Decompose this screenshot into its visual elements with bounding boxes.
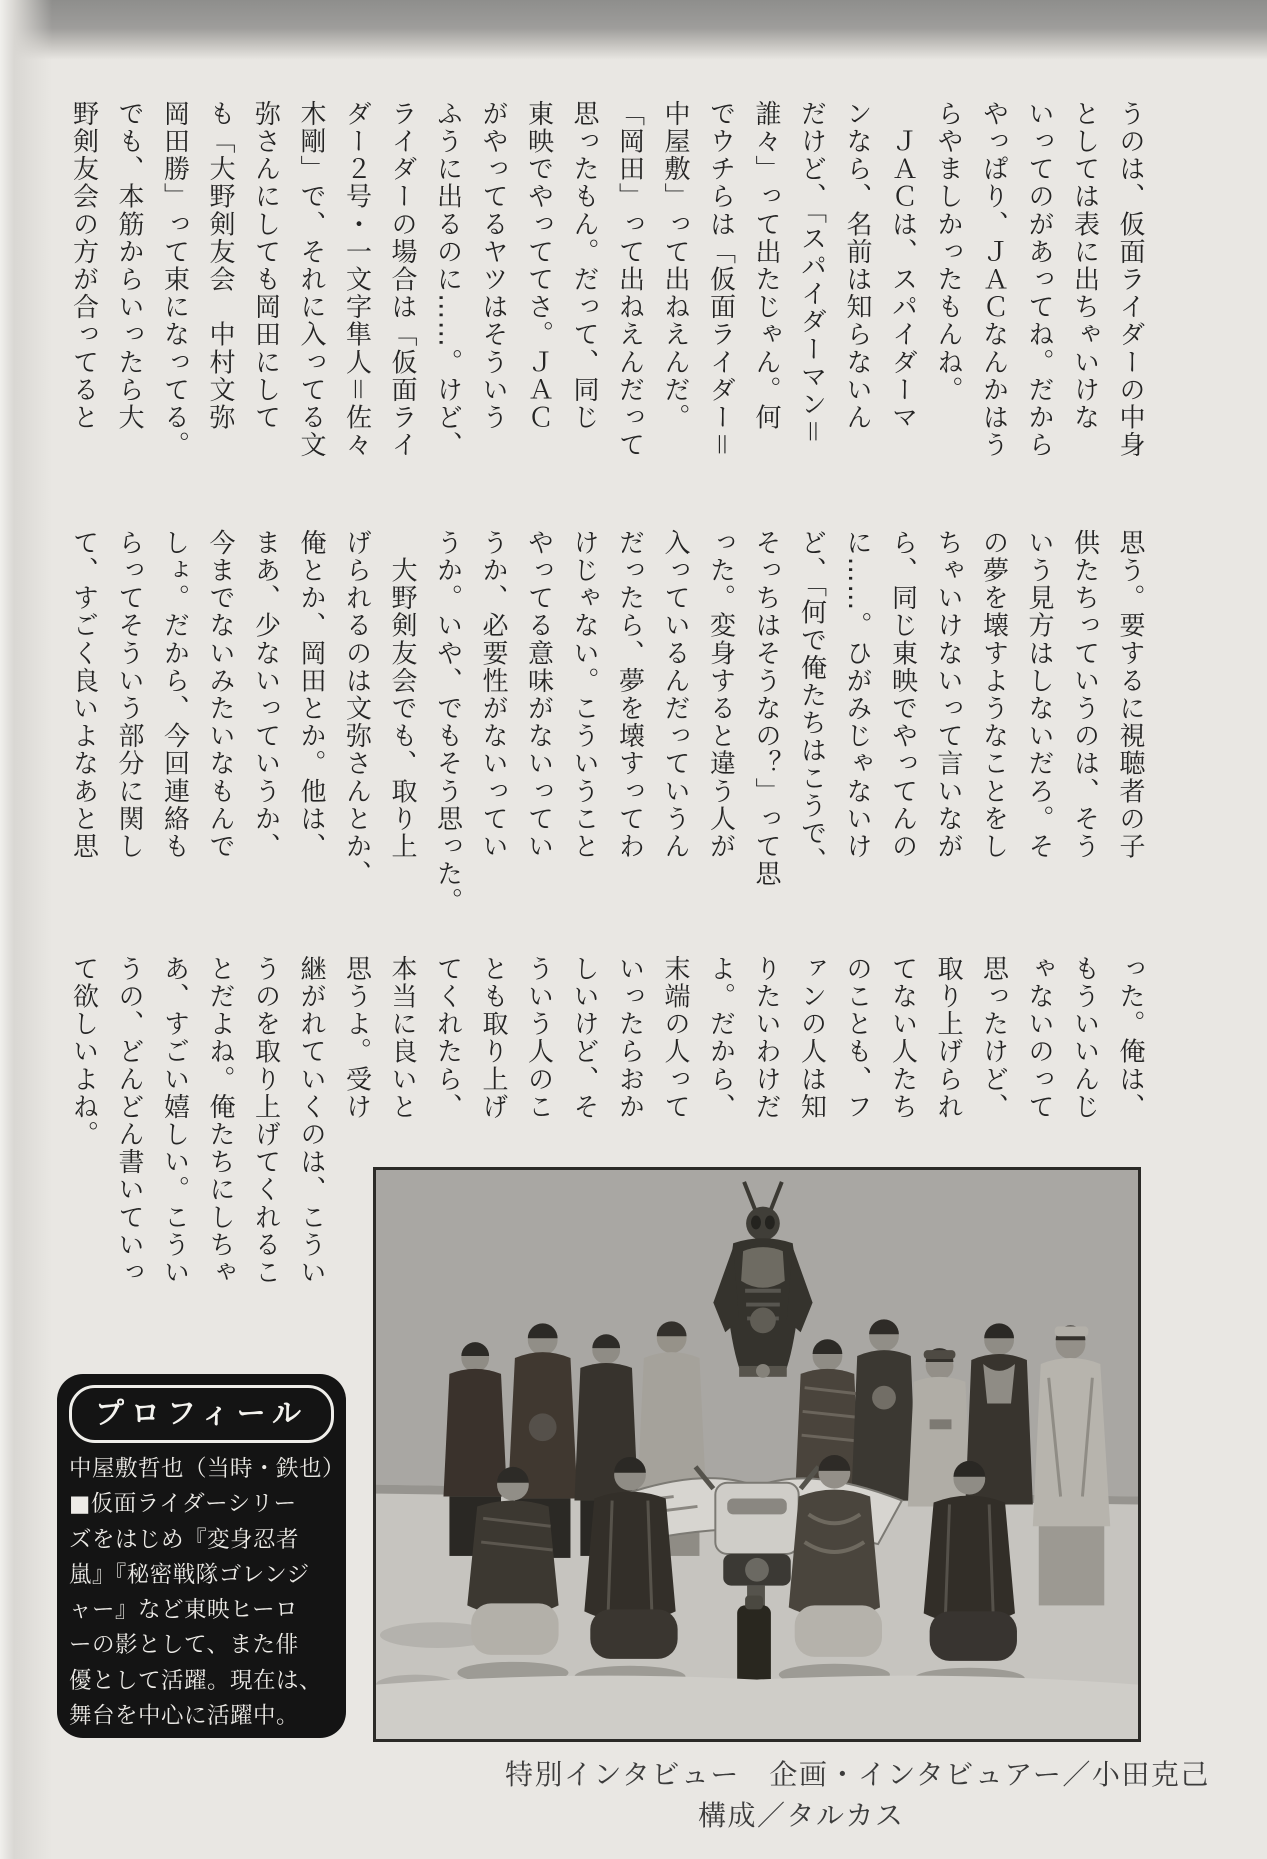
text-column: いってのがあってね。だから: [1024, 100, 1054, 459]
text-column: てない人たち: [887, 955, 918, 1121]
text-column: ＪＡＣは、スパイダーマ: [887, 100, 918, 432]
profile-box: [57, 1374, 346, 1738]
profile-line: 嵐』『秘密戦隊ゴレンジ: [69, 1561, 310, 1588]
text-column: て欲しいよね。: [68, 955, 99, 1149]
text-column: った。変身すると違う人が: [705, 529, 736, 861]
scan-top-edge: [0, 0, 1267, 62]
caption-line-1: 特別インタビュー 企画・インタビュアー／小田克己: [505, 1758, 1210, 1791]
text-column: ライダーの場合は「仮面ライ: [387, 100, 417, 459]
text-column: しいけど、そ: [569, 955, 599, 1121]
text-column: でウチらは「仮面ライダー＝: [705, 100, 736, 459]
profile-line: 舞台を中心に活躍中。: [69, 1703, 300, 1730]
text-column: らやましかったもんね。: [933, 100, 963, 404]
group-photo: [373, 1167, 1141, 1742]
caption-line-2: 構成／タルカス: [698, 1799, 905, 1832]
text-column: もういいんじ: [1069, 955, 1100, 1121]
text-column: 今までないみたいなもんで: [205, 529, 235, 861]
text-column: うか。いや、でもそう思った。: [432, 529, 463, 916]
text-column: うのは、仮面ライダーの中身: [1115, 100, 1145, 459]
text-column: った。俺は、: [1115, 955, 1145, 1121]
text-column: ふうに出るのに……。けど、: [432, 100, 463, 459]
text-column: 末端の人って: [660, 955, 690, 1121]
text-column: でも、本筋からいったら大: [114, 100, 144, 432]
text-column: うのを取り上げてくれるこ: [250, 955, 281, 1287]
text-column: しょ。だから、今回連絡も: [159, 529, 190, 861]
text-column: のことも、フ: [842, 955, 872, 1121]
text-column: ゃないのって: [1024, 955, 1054, 1121]
text-column: いう見方はしないだろ。そ: [1024, 529, 1054, 861]
text-column: ど、「何で俺たちはこうで、: [796, 529, 827, 875]
text-column: とも取り上げ: [478, 955, 508, 1121]
text-column: 大野剣友会でも、取り上: [387, 529, 417, 861]
text-column: 誰々」って出たじゃん。何: [751, 100, 781, 432]
text-column: 弥さんにしても岡田にして: [250, 100, 281, 432]
profile-line: ズをはじめ『変身忍者: [69, 1526, 300, 1553]
text-column: ダー２号・一文字隼人＝佐々: [341, 100, 372, 459]
scan-left-edge: [0, 0, 52, 1859]
article-band-middle: [60, 529, 1152, 931]
text-column: だったら、夢を壊すってわ: [614, 529, 645, 861]
profile-text: [69, 1452, 346, 1734]
text-column: やってる意味がないってい: [523, 529, 554, 861]
profile-line: ーの影として、また俳: [69, 1632, 299, 1659]
text-column: そっちはそうなの？」って思: [751, 529, 781, 888]
text-column: 野剣友会の方が合ってると: [68, 100, 99, 432]
text-column: 供たちっていうのは、そう: [1069, 529, 1100, 861]
text-column: 思ったもん。だって、同じ: [569, 100, 599, 432]
profile-line: ャー』など東映ヒーロ: [69, 1597, 299, 1624]
text-column: ちゃいけないって言いなが: [933, 529, 963, 861]
text-column: も「大野剣友会 中村文弥: [205, 100, 235, 432]
text-column: 東映でやっててさ。ＪＡＣ: [523, 100, 554, 432]
text-column: 継がれていくのは、こうい: [296, 955, 326, 1287]
text-column: 思ったけど、: [978, 955, 1009, 1121]
text-column: 木剛」で、それに入ってる文: [296, 100, 326, 459]
text-column: 取り上げられ: [933, 955, 963, 1121]
text-column: てくれたら、: [432, 955, 463, 1121]
text-column: がやってるヤツはそういう: [478, 100, 508, 432]
text-column: いったらおか: [614, 955, 645, 1121]
text-column: 本当に良いと: [387, 955, 417, 1121]
text-column: としては表に出ちゃいけな: [1069, 100, 1100, 432]
text-column: うか、必要性がないってい: [478, 529, 508, 861]
text-column: ら、同じ東映でやってんの: [887, 529, 918, 861]
text-column: に……。ひがみじゃないけ: [842, 529, 872, 861]
text-column: 中屋敷」って出ねえんだ。: [660, 100, 690, 432]
text-column: 俺とか、岡田とか。他は、: [296, 529, 326, 861]
text-column: ういう人のこ: [523, 955, 554, 1121]
text-column: あ、すごい嬉しい。こうい: [159, 955, 190, 1287]
text-column: よ。だから、: [705, 955, 736, 1121]
article-band-top: [60, 100, 1152, 478]
group-photo-illustration: [376, 1170, 1138, 1739]
text-column: ンなら、名前は知らないん: [842, 100, 872, 432]
text-column: 岡田勝」って束になってる。: [159, 100, 190, 459]
text-column: まあ、少ないっていうか、: [250, 529, 281, 861]
text-column: げられるのは文弥さんとか、: [341, 529, 372, 888]
text-column: の夢を壊すようなことをし: [978, 529, 1009, 861]
profile-line: 中屋敷哲也（当時・鉄也）: [69, 1456, 346, 1482]
text-column: やっぱり、ＪＡＣなんかはう: [978, 100, 1009, 459]
text-column: 思う。要するに視聴者の子: [1115, 529, 1145, 861]
profile-header: プロフィール: [69, 1385, 334, 1443]
text-column: 入っているんだっていうん: [660, 529, 690, 861]
profile-line: ■仮面ライダーシリー: [69, 1491, 297, 1518]
text-column: ァンの人は知: [796, 955, 827, 1121]
text-column: て、すごく良いよなあと思: [68, 529, 99, 861]
text-column: らってそういう部分に関し: [114, 529, 144, 861]
text-column: りたいわけだ: [751, 955, 781, 1121]
text-column: 「岡田」って出ねえんだって: [614, 100, 645, 459]
text-column: うの、どんどん書いていっ: [114, 955, 144, 1287]
text-column: 思うよ。受け: [341, 955, 372, 1121]
text-column: だけど、「スパイダーマン＝: [796, 100, 827, 446]
profile-line: 優として活躍。現在は、: [69, 1667, 323, 1694]
text-column: とだよね。俺たちにしちゃ: [205, 955, 235, 1287]
text-column: けじゃない。こういうこと: [569, 529, 599, 861]
